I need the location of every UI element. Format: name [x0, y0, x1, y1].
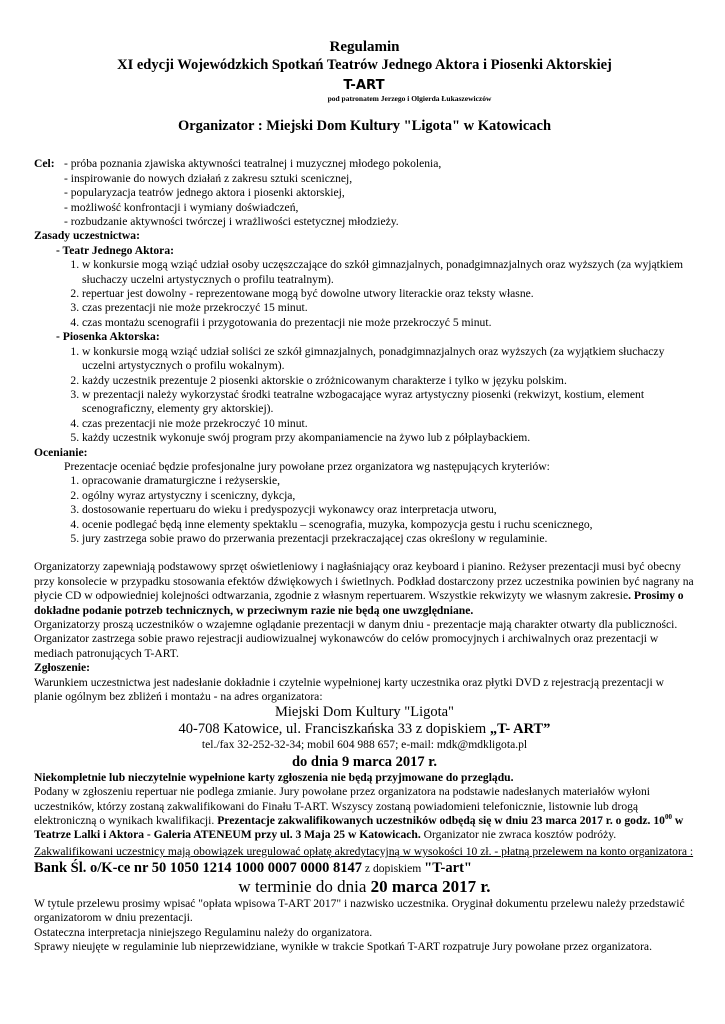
rule-item: 1. w konkursie mogą wziąć udział osoby uczęszczające do szkół gimnazjalnych, ponadgimnazjalnych oraz wyższych (za wyjątkiem słuchaczy uczelni artystycznych o profilu teatralnym).: [82, 258, 695, 287]
rule-item: 2. repertuar jest dowolny - reprezentowane mogą być dowolne utwory literackie oraz teksty własne.: [82, 287, 695, 301]
contact-line: tel./fax 32-252-32-34; mobil 604 988 657; e-mail: mdk@mdkligota.pl: [201, 738, 528, 752]
rule-item: 3. czas prezentacji nie może przekroczyć 15 minut.: [82, 301, 695, 315]
monodrama-heading: - Teatr Jednego Aktora:: [56, 243, 174, 257]
address-street: 40-708 Katowice, ul. Franciszkańska 33 z dopiskiem: [178, 721, 490, 738]
goal-item: - popularyzacja teatrów jednego aktora i piosenki aktorskiej,: [64, 186, 345, 200]
rule-item: 5. każdy uczestnik wykonuje swój program przy akompaniamencie na żywo lub z półplaybackiem.: [82, 431, 695, 445]
fee-text: Zakwalifikowani uczestnicy mają obowiązek uregulować opłatę akredytacyjną w wysokości 10 zł. - płatną przelewem na konto organizatora :: [34, 844, 694, 858]
doc-title: Regulamin: [329, 39, 400, 55]
criteria-item: 4. ocenie podlegać będą inne elementy spektaklu – scenografia, muzyka, kompozycja gestu i ruchu scenicznego,: [82, 518, 695, 532]
patronage-note: pod patronatem Jerzego i Olgierda Łukaszewiczów: [327, 94, 492, 103]
jury-paragraph: Sprawy nieujęte w regulaminie lub nieprzewidziane, wynikłe w trakcie Spotkań T-ART rozpatruje Jury powołane przez organizatora.: [34, 940, 652, 954]
criteria-item: 1. opracowanie dramaturgiczne i reżyserskie,: [82, 474, 695, 488]
technical-info-bold: . Prosimy o dokładne podanie potrzeb technicznych, w przeciwnym razie nie będą one uwzględniane.: [34, 589, 684, 617]
technical-info-text: Organizatorzy zapewniają podstawowy sprzęt oświetleniowy i nagłaśniający oraz keyboard i pianino. Reżyser prezentacji musi być obecny przy konsolecie w przypadku stosowania efektów dźwiękowych i świetlnych. Podkład dostarczony przez uczestnika powinien być nagrany na płycie CD w odpowiedniej kolejności odtwarzania, zgodnie z własnym repertuarem. Wszystkie rekwizyty we własnym zakresie: [34, 560, 694, 603]
rule-item: 1. w konkursie mogą wziąć udział soliści ze szkół gimnazjalnych, ponadgimnazjalnych oraz wyższych (za wyjątkiem słuchaczy uczelni artystycznych o profilu wokalnym).: [82, 345, 695, 374]
doc-subtitle: XI edycji Wojewódzkich Spotkań Teatrów Jednego Aktora i Piosenki Aktorskiej: [117, 57, 612, 73]
fee-paragraph: [34, 843, 695, 877]
goals-label: Cel:: [34, 157, 55, 171]
criteria-item: 3. dostosowanie repertuaru do wieku i predyspozycji wykonawcy oraz interpretacja utworu,: [82, 503, 695, 517]
presentation-venue: w Teatrze Lalki i Aktora - Galeria ATENEUM przy ul. 3 Maja 25 w Katowicach.: [34, 814, 684, 842]
transfer-title-paragraph: W tytule przelewu prosimy wpisać "opłata wpisowa T-ART 2017" i nazwisko uczestnika. Oryginał dokumentu przelewu należy przedstawić organizatorom w dniu prezentacji.: [34, 896, 685, 925]
interpretation-paragraph: Ostateczna interpretacja niniejszego Regulaminu należy do organizatora.: [34, 925, 373, 939]
goal-item: - możliwość konfrontacji i wymiany doświadczeń,: [64, 200, 299, 214]
fee-quote: "T-art": [424, 859, 472, 876]
rule-item: 3. w prezentacji należy wykorzystać środki teatralne wzbogacające wyraz artystyczny piosenki (rekwizyt, kostium, element scenograficzny, elementy gry aktorskiej).: [82, 388, 695, 417]
goals-section: [34, 157, 695, 229]
rules-heading: Zasady uczestnictwa:: [34, 229, 140, 243]
incomplete-warning: Niekompletnie lub nieczytelnie wypełnione karty zgłoszenia nie będą przyjmowane do przeglądu.: [34, 770, 514, 784]
rule-item: 4. czas prezentacji nie może przekroczyć 10 minut.: [82, 417, 695, 431]
payment-deadline-date: 20 marca 2017 r.: [370, 876, 491, 896]
monodrama-rules-list: [34, 258, 695, 330]
address-note: „T- ART”: [489, 721, 551, 738]
presentation-date: Prezentacje zakwalifikowanych uczestników odbędą się w dniu 23 marca 2017 r. o godz. 10: [217, 814, 665, 828]
song-heading: - Piosenka Aktorska:: [56, 330, 160, 344]
application-heading: Zgłoszenie:: [34, 661, 91, 675]
qualification-text: Podany w zgłoszeniu repertuar nie podlega zmianie. Jury powołane przez organizatora na podstawie nadesłanych materiałów wyłoni uczestników, którzy zostaną zakwalifikowani do Finału T-ART. Wszyscy zostaną powiadomieni telefonicznie, listownie lub drogą elektroniczną o wynikach kwalifikacji.: [34, 785, 650, 828]
logo-row: [34, 76, 695, 94]
address-line-1: Miejski Dom Kultury "Ligota": [275, 704, 454, 721]
recording-paragraph: Organizator zastrzega sobie prawo rejestracji audiowizualnej wykonawców do celów promocyjnych i archiwalnych oraz prezentacji w mediach patronujących T-ART.: [34, 632, 659, 660]
bank-account: Bank Śl. o/K-ce nr 50 1050 1214 1000 0007 0000 8147: [34, 859, 363, 876]
rule-item: 4. czas montażu scenografii i przygotowania do prezentacji nie może przekroczyć 5 minut.: [82, 316, 695, 330]
travel-cost-note: Organizator nie zwraca kosztów podróży.: [420, 828, 617, 842]
evaluation-heading: Ocenianie:: [34, 445, 88, 459]
application-deadline: do dnia 9 marca 2017 r.: [291, 753, 437, 770]
criteria-item: 2. ogólny wyraz artystyczny i sceniczny, dykcja,: [82, 489, 695, 503]
rule-item: 2. każdy uczestnik prezentuje 2 piosenki aktorskie o zróżnicowanym charakterze i tylko w języku polskim.: [82, 374, 695, 388]
address-line-2: [34, 721, 695, 738]
t-art-logo: [340, 76, 390, 92]
criteria-item: 5. jury zastrzega sobie prawo do przerwania prezentacji przekraczającej czas określony w regulaminie.: [82, 532, 695, 546]
song-rules-list: [34, 345, 695, 446]
goal-item: - inspirowanie do nowych działań z zakresu sztuki scenicznej,: [64, 171, 353, 185]
audience-paragraph: Organizatorzy proszą uczestników o wzajemne oglądanie prezentacji w danym dniu - prezentacje mają charakter otwarty dla publiczności.: [34, 618, 678, 631]
goal-item: - rozbudzanie aktywności twórczej i wrażliwości estetycznej młodzieży.: [64, 215, 399, 229]
organizer-heading: Organizator : Miejski Dom Kultury "Ligota" w Katowicach: [177, 118, 552, 134]
goals-list: [64, 157, 441, 229]
fee-note: z dopiskiem: [362, 861, 425, 875]
payment-deadline-text: w terminie do dnia: [238, 876, 371, 896]
logo-text: T-ART: [342, 78, 385, 92]
technical-info-paragraph: [34, 560, 695, 618]
evaluation-intro: Prezentacje oceniać będzie profesjonalne jury powołane przez organizatora wg następujących kryteriów:: [64, 459, 550, 473]
goal-item: - próba poznania zjawiska aktywności teatralnej i muzycznej młodego pokolenia,: [64, 157, 442, 171]
presentation-time-sup: 00: [664, 813, 672, 822]
payment-deadline: [34, 877, 695, 897]
qualification-paragraph: [34, 785, 695, 843]
evaluation-criteria-list: [34, 474, 695, 546]
application-paragraph: Warunkiem uczestnictwa jest nadesłanie dokładnie i czytelnie wypełnionej karty uczestnika oraz płytki DVD z rejestracją prezentacji w planie ogólnym bez zbliżeń i montażu - na adres organizatora:: [34, 675, 665, 704]
